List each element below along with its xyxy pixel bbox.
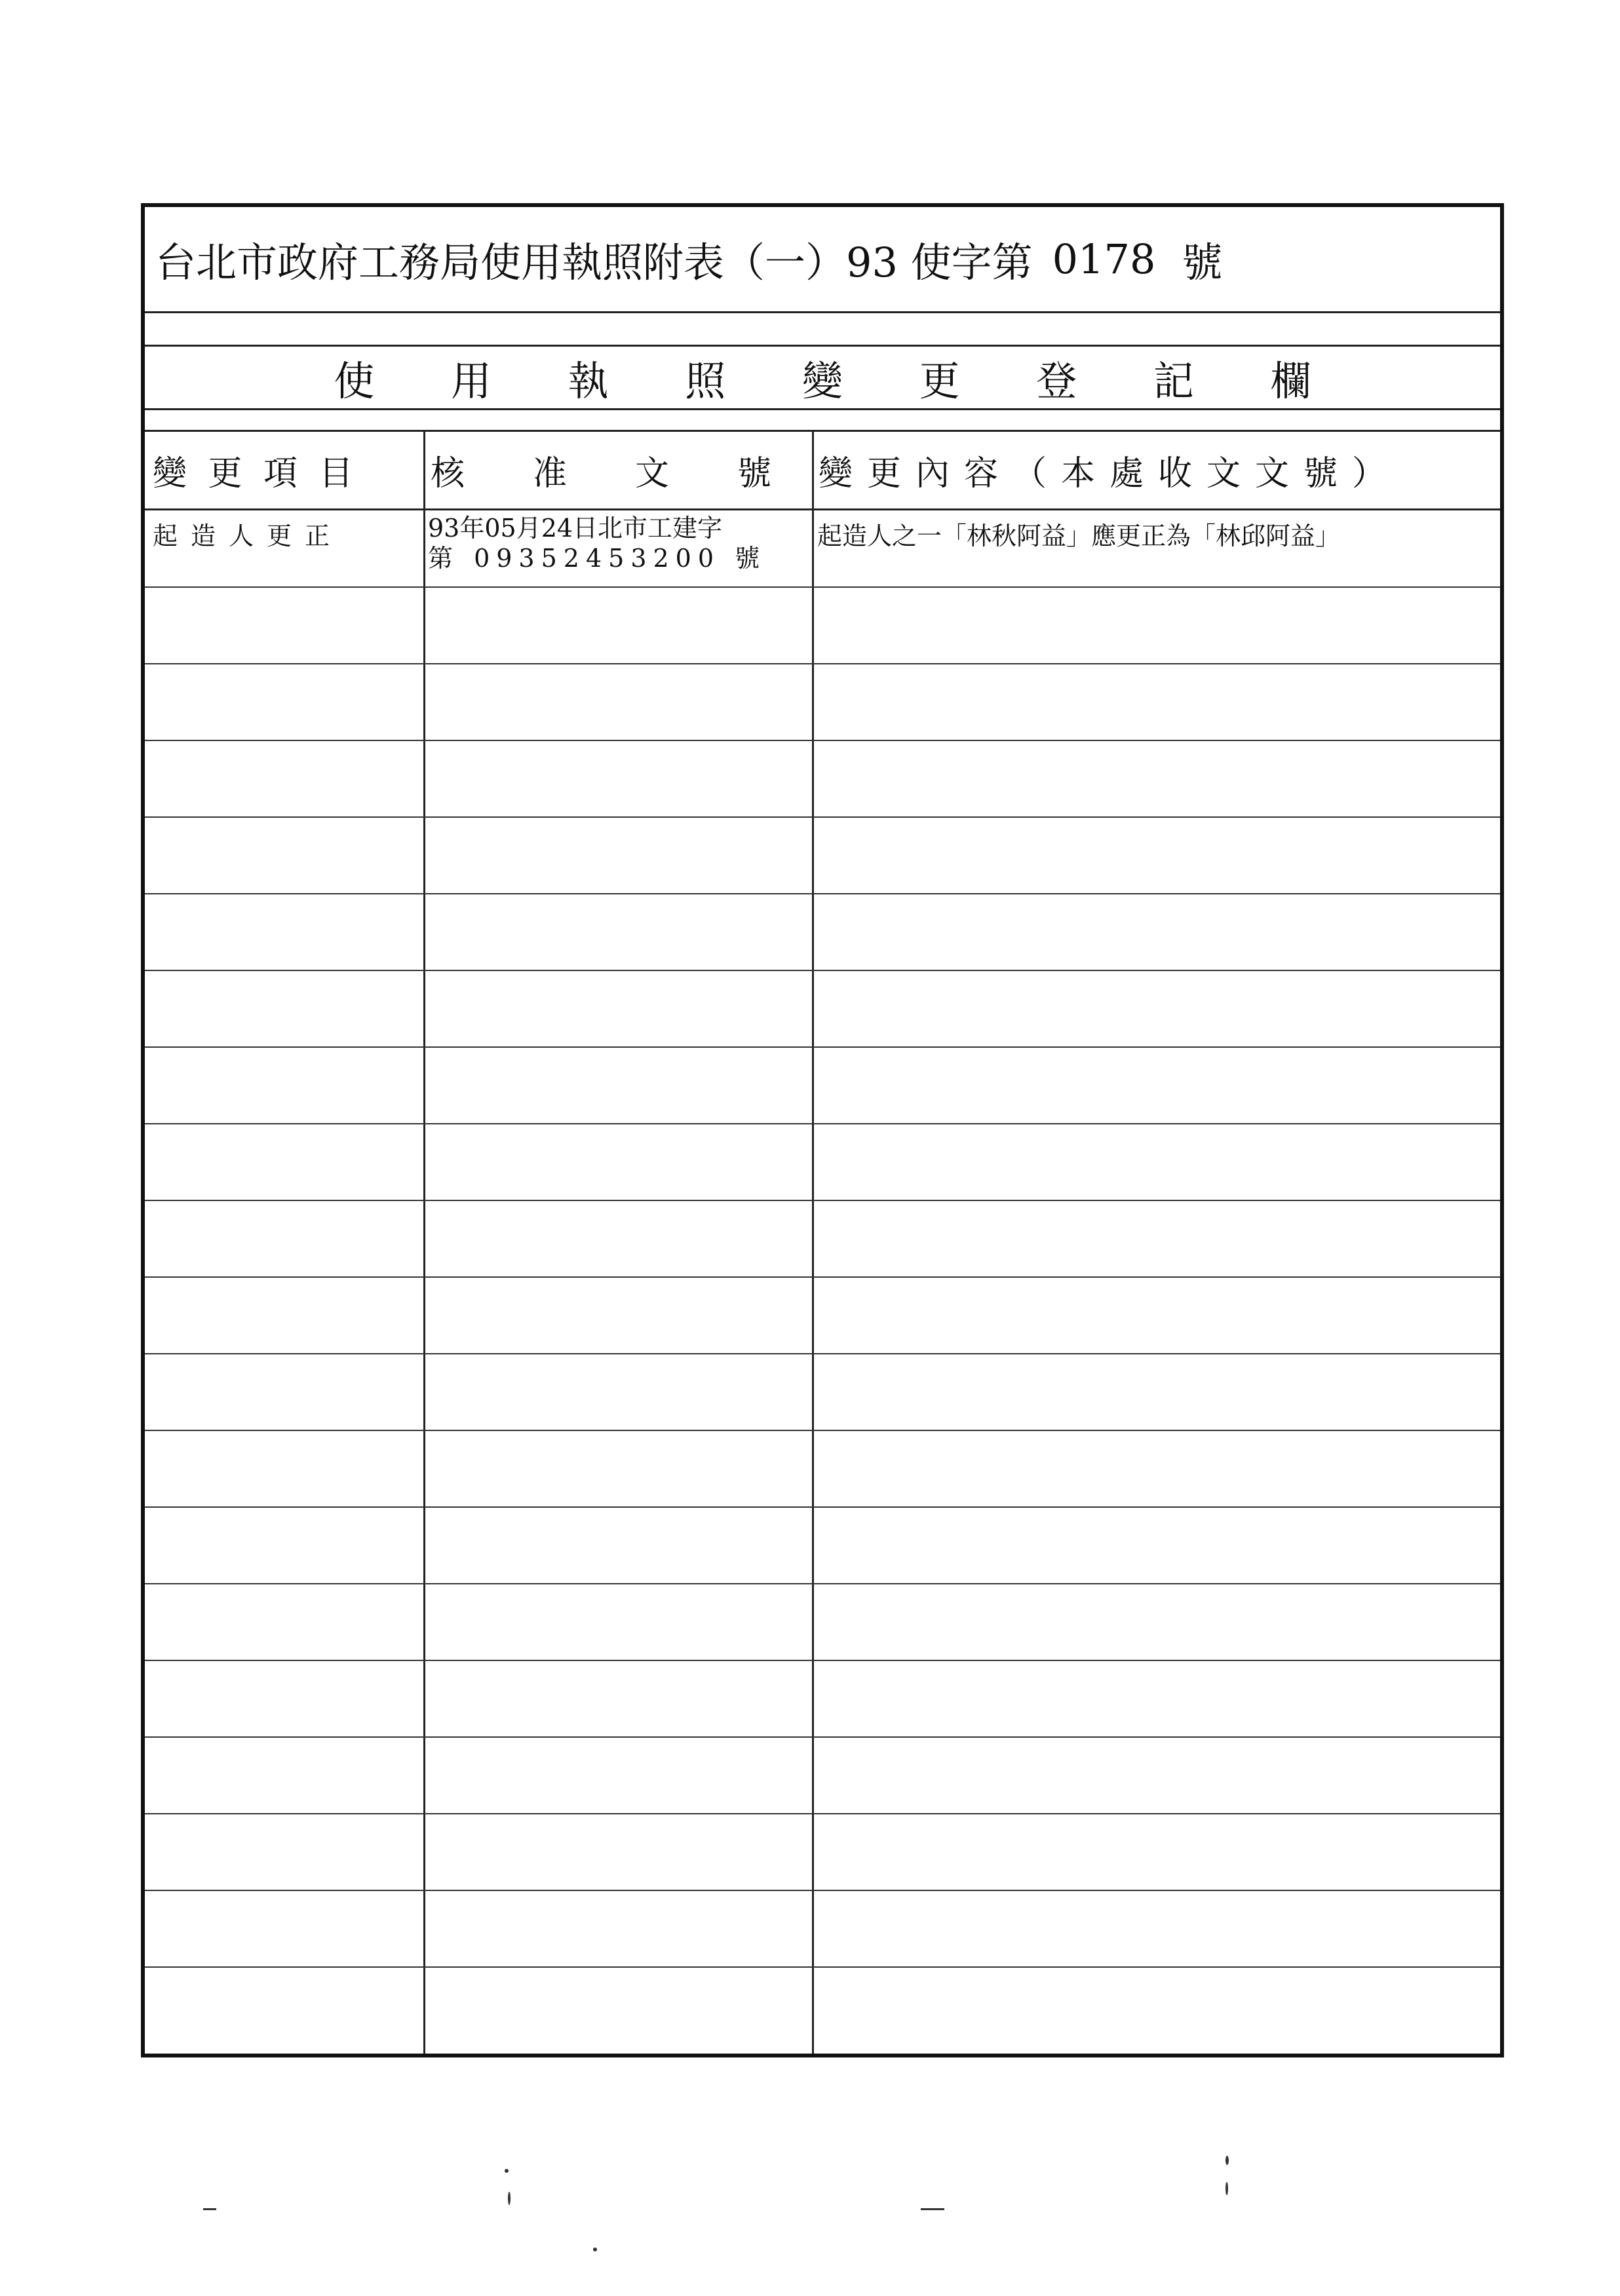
scan-speck [1225,2182,1228,2195]
heading-char: 更 [919,356,960,405]
heading-char: 變 [801,356,843,405]
form-title [145,207,1500,313]
empty-table-row [145,1201,1500,1278]
empty-table-row [145,1661,1500,1738]
empty-table-row [145,1584,1500,1661]
approval-number-line: 第 09352453200 號 [428,544,767,573]
heading-char: 記 [1153,356,1194,405]
approval-date-line: 93年05月24日北市工建字 [428,514,723,543]
empty-table-row [145,664,1500,741]
header-change-item: 變 更 項 目 [153,454,358,493]
header-approval-number: 核 准 文 號 [431,454,772,493]
change-register-table [145,430,1500,2054]
heading-char: 使 [334,356,375,405]
row-change-item: 起造人更正 [153,522,343,550]
form-title-suffix: 號 [1182,239,1223,286]
scan-speck [508,2192,511,2205]
empty-table-row [145,818,1500,894]
scan-speck [1225,2156,1229,2165]
empty-table-row [145,894,1500,971]
table-row [145,510,1500,588]
table-header [145,432,1500,510]
row-change-content: 起造人之一「林秋阿益」應更正為「林邱阿益」 [817,522,1341,550]
empty-table-row [145,1968,1500,2044]
heading-char: 登 [1036,356,1077,405]
empty-table-row [145,1508,1500,1584]
scan-mark [203,2208,216,2210]
scan-mark [921,2208,944,2210]
heading-char: 用 [450,356,492,405]
change-register-heading [145,345,1500,410]
empty-table-row [145,971,1500,1048]
empty-table-row [145,1738,1500,1814]
usage-permit-form [141,203,1504,2057]
empty-table-row [145,1354,1500,1431]
header-change-content: 變更內容（本處收文文號） [819,454,1401,493]
empty-table-row [145,741,1500,818]
permit-number: 0178 [1052,235,1156,283]
heading-char: 照 [685,356,726,405]
empty-table-row [145,1891,1500,1968]
empty-table-row [145,1048,1500,1124]
heading-char: 欄 [1270,356,1311,405]
scan-speck [505,2169,509,2173]
scan-speck [593,2248,597,2251]
heading-char: 執 [568,356,609,405]
row-approval-number [428,510,809,573]
form-title-prefix: 台北市政府工務局使用執照附表（一）93 使字第 [155,239,1033,286]
empty-table-row [145,1124,1500,1201]
empty-table-row [145,1431,1500,1508]
empty-table-row [145,1814,1500,1891]
empty-table-row [145,588,1500,664]
empty-table-row [145,1278,1500,1354]
